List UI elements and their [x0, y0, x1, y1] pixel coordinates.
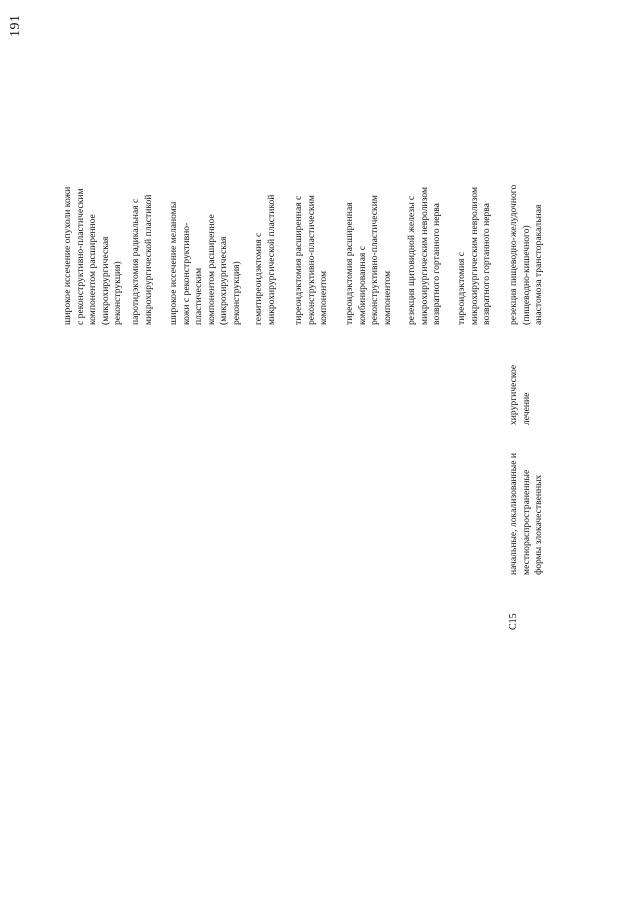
- method-item: [456, 187, 494, 325]
- condition-line: начальные, локализованные и: [508, 452, 519, 575]
- diagnosis-code: C15: [508, 613, 519, 630]
- method-line: (пищеводно-кишечного): [520, 225, 532, 325]
- method-line: компонентом: [318, 270, 329, 325]
- method-line: анастомоза трансторакальная: [533, 204, 544, 325]
- condition-line: формы злокачественных: [533, 474, 544, 575]
- method-line: компонентом: [381, 270, 393, 325]
- method-line: реконструктивно-пластическим: [369, 195, 380, 325]
- method-item: [406, 187, 444, 325]
- method-line: резекция пищеводно-желудочного: [508, 184, 519, 325]
- method-line: с реконструктивно-пластическим: [74, 188, 86, 325]
- treatment-line: лечение: [520, 392, 532, 425]
- method-item: [130, 195, 155, 325]
- method-line: компонентом расширенное: [87, 214, 98, 325]
- method-line: тиреоидэктомия расширенная с: [293, 195, 304, 325]
- method-line: микрохирургическим невролизом: [468, 186, 480, 325]
- condition-description: [508, 415, 546, 575]
- page-number: 191: [8, 14, 23, 37]
- method-line: микрохирургической пластикой: [265, 194, 277, 325]
- method-line: реконструкция): [230, 261, 242, 325]
- method-line: пластическим: [193, 267, 204, 325]
- method-line: (микрохирургическая: [99, 236, 111, 325]
- method-line: реконструктивно-пластическим: [305, 195, 317, 325]
- method-line: гемитиреоидэктомия с: [253, 232, 264, 325]
- method-line: реконструкция): [112, 261, 123, 325]
- treatment-line: хирургическое: [508, 364, 519, 425]
- method-line: кожи с реконструктивно-: [180, 222, 192, 325]
- method-line: тиреоидэктомия расширенная: [344, 202, 355, 325]
- method-line: микрохирургическим невролизом: [418, 186, 430, 325]
- method-line: тиреоидэктомия с: [456, 251, 467, 325]
- method-item: [344, 195, 394, 325]
- method-item: [62, 187, 125, 325]
- method-line: компонентом расширенное: [205, 214, 217, 325]
- method-item: [168, 202, 243, 325]
- method-line: широкое иссечение меланомы: [168, 201, 179, 325]
- method-line: возвратного гортанного нерва: [431, 203, 442, 325]
- method-line: широкое иссечение опухоли кожи: [62, 186, 73, 325]
- treatment-type: [508, 345, 533, 425]
- method-item: [508, 185, 546, 325]
- method-item: [293, 195, 331, 325]
- method-line: паротидэктомия радикальная с: [130, 198, 141, 325]
- method-item: [253, 195, 278, 325]
- method-line: возвратного гортанного нерва: [481, 203, 492, 325]
- condition-line: местнораспространенные: [520, 469, 532, 575]
- method-line: резекция щитовидной железы с: [406, 195, 417, 325]
- method-line: (микрохирургическая: [218, 236, 229, 325]
- method-line: комбинированная с: [356, 246, 368, 325]
- method-line: микрохирургической пластикой: [142, 194, 154, 325]
